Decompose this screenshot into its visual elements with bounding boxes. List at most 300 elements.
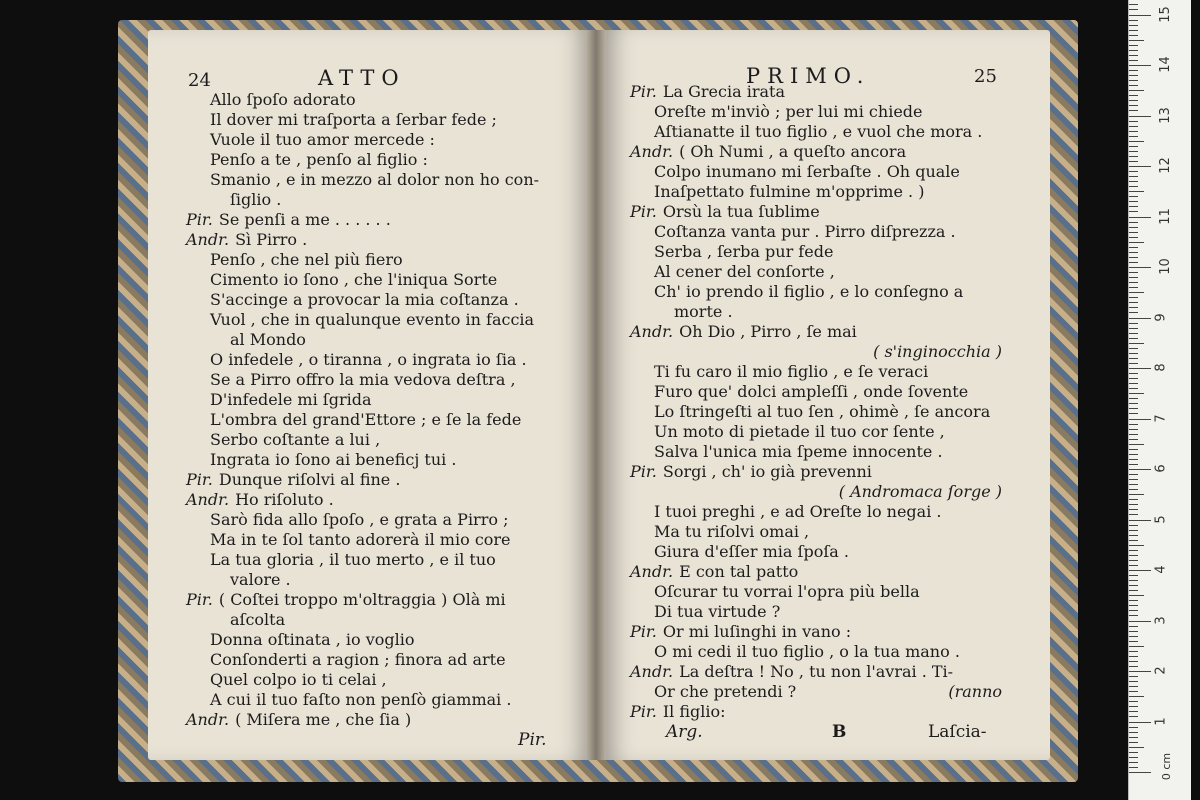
line-text: Aſtianatte il tuo figlio , e vuol che mora . bbox=[654, 122, 983, 141]
ruler-tick bbox=[1129, 126, 1138, 127]
text-line bbox=[186, 190, 578, 210]
line-text: Oſcurar tu vorrai l'opra più bella bbox=[654, 582, 920, 601]
ruler-tick bbox=[1129, 545, 1144, 546]
ruler-tick bbox=[1129, 767, 1138, 768]
text-line bbox=[630, 102, 1002, 122]
ruler-tick bbox=[1129, 444, 1144, 445]
line-text: Vuole il tuo amor mercede : bbox=[210, 130, 435, 149]
ruler-number: 10 bbox=[1157, 258, 1173, 275]
line-text: ( Miſera me , che ſia ) bbox=[235, 710, 412, 729]
ruler-tick bbox=[1129, 494, 1144, 495]
stage-direction: ( Andromaca ſorge ) bbox=[838, 482, 1002, 501]
ruler-tick bbox=[1129, 626, 1138, 627]
text-line bbox=[186, 570, 578, 590]
ruler-number: 8 bbox=[1153, 363, 1169, 372]
ruler-tick bbox=[1129, 651, 1138, 652]
ruler-tick bbox=[1129, 141, 1144, 142]
left-catchword: Pir. bbox=[518, 730, 547, 750]
ruler-tick bbox=[1129, 75, 1138, 76]
line-text: Il figlio: bbox=[662, 702, 726, 721]
ruler-tick bbox=[1129, 30, 1138, 31]
speaker-label: Pir. bbox=[630, 202, 657, 221]
text-line bbox=[186, 490, 578, 510]
ruler-tick bbox=[1129, 55, 1138, 56]
right-catchword-right: Laſcia- bbox=[928, 722, 987, 742]
text-line bbox=[630, 242, 1002, 262]
ruler-tick bbox=[1129, 272, 1138, 273]
ruler-tick bbox=[1129, 343, 1144, 344]
ruler-tick bbox=[1129, 95, 1138, 96]
ruler-tick bbox=[1129, 752, 1138, 753]
ruler-tick bbox=[1129, 146, 1138, 147]
ruler-tick bbox=[1129, 166, 1151, 167]
ruler-tick bbox=[1129, 555, 1138, 556]
ruler-number: 3 bbox=[1153, 615, 1169, 625]
line-text: Coſtanza vanta pur . Pirro diſprezza . bbox=[654, 222, 956, 241]
ruler-tick bbox=[1129, 434, 1138, 435]
ruler-tick bbox=[1129, 398, 1138, 399]
ruler-number: 6 bbox=[1153, 464, 1169, 473]
text-line bbox=[630, 662, 1002, 682]
ruler-tick bbox=[1129, 479, 1138, 480]
text-line bbox=[186, 710, 578, 730]
text-line bbox=[186, 290, 578, 310]
ruler-number: 1 bbox=[1153, 716, 1169, 726]
ruler-tick bbox=[1129, 580, 1138, 581]
line-text: Ho riſoluto . bbox=[235, 490, 334, 509]
ruler-tick bbox=[1129, 772, 1151, 773]
speaker-label: Pir. bbox=[186, 590, 213, 609]
stage-direction: ( s'inginocchia ) bbox=[873, 342, 1002, 361]
ruler-tick bbox=[1129, 9, 1138, 10]
ruler-tick bbox=[1129, 40, 1144, 41]
left-page bbox=[148, 30, 588, 760]
ruler-tick bbox=[1129, 716, 1138, 717]
text-line bbox=[186, 650, 578, 670]
line-text: Ti fu caro il mio figlio , e ſe veraci bbox=[654, 362, 929, 381]
left-page-number: 24 bbox=[188, 70, 211, 91]
ruler-tick bbox=[1129, 287, 1138, 288]
ruler-tick bbox=[1129, 686, 1138, 687]
line-text: Or mi luſinghi in vano : bbox=[662, 622, 852, 641]
line-text: L'ombra del grand'Ettore ; e ſe la fede bbox=[210, 410, 522, 429]
ruler-tick bbox=[1129, 196, 1138, 197]
ruler-tick bbox=[1129, 408, 1138, 409]
ruler-tick bbox=[1129, 439, 1138, 440]
ruler-tick bbox=[1129, 323, 1138, 324]
line-text: Quel colpo io ti celai , bbox=[210, 670, 387, 689]
ruler-tick bbox=[1129, 727, 1138, 728]
line-text: La deſtra ! No , tu non l'avrai . Ti- bbox=[679, 662, 954, 681]
ruler-tick bbox=[1129, 206, 1138, 207]
ruler-tick bbox=[1129, 691, 1138, 692]
ruler-tick bbox=[1129, 671, 1151, 672]
line-text: Sarò fida allo ſpoſo , e grata a Pirro ; bbox=[210, 510, 509, 529]
ruler-tick bbox=[1129, 661, 1138, 662]
line-text: Conſonderti a ragion ; finora ad arte bbox=[210, 650, 506, 669]
line-text: ( Coſtei troppo m'oltraggia ) Olà mi bbox=[218, 590, 506, 609]
stage-direction: (ranno bbox=[948, 682, 1002, 701]
text-line bbox=[630, 362, 1002, 382]
ruler-tick bbox=[1129, 535, 1138, 536]
ruler-tick bbox=[1129, 116, 1151, 117]
ruler-tick bbox=[1129, 454, 1138, 455]
text-line bbox=[630, 122, 1002, 142]
ruler-tick bbox=[1129, 530, 1138, 531]
ruler-number: 7 bbox=[1153, 413, 1169, 423]
line-text: O infedele , o tiranna , o ingrata io ſia . bbox=[210, 350, 527, 369]
ruler-tick bbox=[1129, 105, 1138, 106]
text-line bbox=[186, 690, 578, 710]
ruler-tick bbox=[1129, 595, 1144, 596]
text-line bbox=[186, 610, 578, 630]
ruler-tick bbox=[1129, 363, 1138, 364]
ruler-tick bbox=[1129, 50, 1138, 51]
ruler-tick bbox=[1129, 15, 1151, 16]
text-line bbox=[630, 402, 1002, 422]
line-text: Se penſi a me . . . . . . bbox=[218, 210, 391, 229]
ruler-tick bbox=[1129, 484, 1138, 485]
ruler-tick bbox=[1129, 464, 1138, 465]
left-running-head: ATTO bbox=[318, 66, 406, 90]
ruler-tick bbox=[1129, 232, 1138, 233]
ruler-tick bbox=[1129, 328, 1138, 329]
text-line bbox=[630, 422, 1002, 442]
ruler-tick bbox=[1129, 636, 1138, 637]
line-text: Allo ſpoſo adorato bbox=[210, 90, 356, 109]
ruler-tick bbox=[1129, 358, 1138, 359]
ruler-tick bbox=[1129, 706, 1138, 707]
ruler-tick bbox=[1129, 565, 1138, 566]
ruler-tick bbox=[1129, 100, 1138, 101]
line-text: Penſo , che nel più fiero bbox=[210, 250, 403, 269]
ruler-tick bbox=[1129, 550, 1138, 551]
ruler-tick bbox=[1129, 383, 1138, 384]
ruler-tick bbox=[1129, 191, 1144, 192]
ruler-tick bbox=[1129, 499, 1138, 500]
text-line bbox=[186, 230, 578, 250]
text-line bbox=[186, 370, 578, 390]
line-text: Inaſpettato fulmine m'opprime . ) bbox=[654, 182, 925, 201]
line-text: E con tal patto bbox=[679, 562, 799, 581]
ruler-tick bbox=[1129, 449, 1138, 450]
ruler-tick bbox=[1129, 666, 1138, 667]
line-text: Un moto di pietade il tuo cor ſente , bbox=[654, 422, 945, 441]
line-text: Oreſte m'inviò ; per lui mi chiede bbox=[654, 102, 923, 121]
line-text: ſiglio . bbox=[230, 190, 282, 209]
ruler-tick bbox=[1129, 176, 1138, 177]
ruler-tick bbox=[1129, 742, 1138, 743]
ruler-tick bbox=[1129, 85, 1138, 86]
speaker-label: Pir. bbox=[630, 82, 657, 101]
ruler-tick bbox=[1129, 570, 1151, 571]
ruler-tick bbox=[1129, 676, 1138, 677]
line-text: Cimento io ſono , che l'iniqua Sorte bbox=[210, 270, 498, 289]
ruler-tick bbox=[1129, 65, 1151, 66]
speaker-label: Andr. bbox=[186, 490, 230, 509]
text-line bbox=[630, 282, 1002, 302]
ruler-tick bbox=[1129, 333, 1138, 334]
line-text: al Mondo bbox=[230, 330, 306, 349]
text-line bbox=[630, 442, 1002, 462]
line-text: Penſo a te , penſo al figlio : bbox=[210, 150, 428, 169]
ruler-tick bbox=[1129, 631, 1138, 632]
measuring-ruler bbox=[1128, 0, 1191, 800]
text-line bbox=[630, 482, 1002, 502]
ruler-tick bbox=[1129, 641, 1138, 642]
speaker-label: Pir. bbox=[186, 470, 213, 489]
line-text: I tuoi preghi , e ad Oreſte lo negai . bbox=[654, 502, 942, 521]
line-text: La tua gloria , il tuo merto , e il tuo bbox=[210, 550, 496, 569]
ruler-tick bbox=[1129, 621, 1151, 622]
line-text: La Grecia irata bbox=[662, 82, 785, 101]
ruler-tick bbox=[1129, 605, 1138, 606]
ruler-tick bbox=[1129, 419, 1151, 420]
text-line bbox=[186, 90, 578, 110]
ruler-tick bbox=[1129, 615, 1138, 616]
ruler-tick bbox=[1129, 711, 1138, 712]
ruler-tick bbox=[1129, 302, 1138, 303]
ruler-tick bbox=[1129, 267, 1151, 268]
text-line bbox=[186, 410, 578, 430]
line-text: valore . bbox=[230, 570, 291, 589]
ruler-tick bbox=[1129, 151, 1138, 152]
text-line bbox=[186, 450, 578, 470]
ruler-tick bbox=[1129, 4, 1138, 5]
ruler-number: 15 bbox=[1157, 5, 1173, 23]
text-line bbox=[630, 222, 1002, 242]
text-line bbox=[186, 630, 578, 650]
text-line bbox=[630, 322, 1002, 342]
line-text: Ma in te ſol tanto adorerà il mio core bbox=[210, 530, 511, 549]
ruler-number: 5 bbox=[1153, 514, 1169, 524]
ruler-tick bbox=[1129, 242, 1144, 243]
ruler-tick bbox=[1129, 373, 1138, 374]
ruler-tick bbox=[1129, 388, 1138, 389]
line-text: aſcolta bbox=[230, 610, 286, 629]
text-line bbox=[630, 502, 1002, 522]
ruler-tick bbox=[1129, 393, 1144, 394]
line-text: Serbo coſtante a lui , bbox=[210, 430, 381, 449]
text-line bbox=[630, 142, 1002, 162]
ruler-tick bbox=[1129, 575, 1138, 576]
line-text: O mi cedi il tuo figlio , o la tua mano . bbox=[654, 642, 960, 661]
line-text: Il dover mi traſporta a ſerbar fede ; bbox=[210, 110, 497, 129]
ruler-tick bbox=[1129, 585, 1138, 586]
text-line bbox=[186, 590, 578, 610]
text-line bbox=[186, 270, 578, 290]
line-text: Di tua virtude ? bbox=[654, 602, 781, 621]
line-text: Smanio , e in mezzo al dolor non ho con- bbox=[210, 170, 540, 189]
ruler-number: 12 bbox=[1157, 157, 1173, 174]
speaker-label: Andr. bbox=[630, 322, 674, 341]
speaker-label: Andr. bbox=[630, 662, 674, 681]
ruler-tick bbox=[1129, 403, 1138, 404]
text-line bbox=[630, 302, 1002, 322]
ruler-tick bbox=[1129, 20, 1138, 21]
ruler-tick bbox=[1129, 262, 1138, 263]
ruler-tick bbox=[1129, 60, 1138, 61]
text-line bbox=[630, 682, 1002, 702]
line-text: Ch' io prendo il figlio , e lo conſegno a bbox=[654, 282, 964, 301]
text-line bbox=[186, 310, 578, 330]
ruler-tick bbox=[1129, 318, 1151, 319]
ruler-tick bbox=[1129, 424, 1138, 425]
line-text: Oh Dio , Pirro , ſe mai bbox=[679, 322, 857, 341]
ruler-tick bbox=[1129, 681, 1138, 682]
ruler-tick bbox=[1129, 514, 1138, 515]
text-line bbox=[630, 542, 1002, 562]
text-line bbox=[186, 390, 578, 410]
ruler-tick bbox=[1129, 211, 1138, 212]
ruler-tick bbox=[1129, 469, 1151, 470]
ruler-tick bbox=[1129, 247, 1138, 248]
ruler-tick bbox=[1129, 646, 1144, 647]
ruler-tick bbox=[1129, 70, 1138, 71]
ruler-tick bbox=[1129, 504, 1138, 505]
ruler-tick bbox=[1129, 312, 1138, 313]
ruler-tick bbox=[1129, 378, 1138, 379]
ruler-tick bbox=[1129, 696, 1144, 697]
ruler-tick bbox=[1129, 90, 1144, 91]
ruler-tick bbox=[1129, 237, 1138, 238]
speaker-label: Andr. bbox=[630, 562, 674, 581]
line-text: A cui il tuo faſto non penſò giammai . bbox=[210, 690, 512, 709]
ruler-tick bbox=[1129, 762, 1138, 763]
ruler-tick bbox=[1129, 292, 1144, 293]
ruler-tick bbox=[1129, 217, 1151, 218]
ruler-tick bbox=[1129, 277, 1138, 278]
ruler-tick bbox=[1129, 489, 1138, 490]
text-line bbox=[186, 150, 578, 170]
ruler-number: 2 bbox=[1153, 666, 1169, 675]
signature-mark: B bbox=[832, 722, 847, 742]
text-line bbox=[186, 550, 578, 570]
text-line bbox=[630, 562, 1002, 582]
text-line bbox=[630, 582, 1002, 602]
left-text-block bbox=[186, 90, 578, 730]
text-line bbox=[186, 250, 578, 270]
text-line bbox=[630, 342, 1002, 362]
line-text: Dunque riſolvi al fine . bbox=[218, 470, 401, 489]
text-line bbox=[630, 642, 1002, 662]
text-line bbox=[630, 162, 1002, 182]
text-line bbox=[186, 170, 578, 190]
line-text: D'infedele mi ſgrida bbox=[210, 390, 372, 409]
right-running-head: PRIMO. bbox=[746, 64, 871, 88]
text-line bbox=[186, 510, 578, 530]
ruler-tick bbox=[1129, 590, 1138, 591]
right-page bbox=[606, 30, 1050, 760]
ruler-number: 9 bbox=[1153, 312, 1169, 322]
text-line bbox=[630, 602, 1002, 622]
text-line bbox=[630, 262, 1002, 282]
text-line bbox=[186, 130, 578, 150]
text-line bbox=[186, 470, 578, 490]
ruler-tick bbox=[1129, 80, 1138, 81]
speaker-label: Andr. bbox=[186, 230, 230, 249]
ruler-tick bbox=[1129, 525, 1138, 526]
line-text: Ingrata io ſono ai beneficj tui . bbox=[210, 450, 457, 469]
ruler-tick bbox=[1129, 413, 1138, 414]
ruler-tick bbox=[1129, 171, 1138, 172]
text-line bbox=[630, 82, 1002, 102]
text-line bbox=[186, 110, 578, 130]
ruler-tick bbox=[1129, 35, 1138, 36]
ruler-tick bbox=[1129, 282, 1138, 283]
ruler-tick bbox=[1129, 227, 1138, 228]
line-text: Orsù la tua ſublime bbox=[662, 202, 820, 221]
ruler-tick bbox=[1129, 747, 1144, 748]
ruler-tick bbox=[1129, 732, 1138, 733]
ruler-tick bbox=[1129, 257, 1138, 258]
text-line bbox=[630, 622, 1002, 642]
ruler-tick bbox=[1129, 459, 1138, 460]
text-line bbox=[186, 330, 578, 350]
text-line bbox=[630, 202, 1002, 222]
ruler-tick bbox=[1129, 338, 1138, 339]
ruler-tick bbox=[1129, 540, 1138, 541]
ruler-tick bbox=[1129, 429, 1138, 430]
ruler-tick bbox=[1129, 757, 1138, 758]
speaker-label: Pir. bbox=[186, 210, 213, 229]
right-catchword-left: Arg. bbox=[666, 722, 703, 742]
line-text: Serba , ſerba pur fede bbox=[654, 242, 834, 261]
ruler-tick bbox=[1129, 161, 1138, 162]
text-line bbox=[630, 182, 1002, 202]
ruler-number: 11 bbox=[1157, 207, 1173, 225]
speaker-label: Andr. bbox=[186, 710, 230, 729]
speaker-label: Andr. bbox=[630, 142, 674, 161]
ruler-tick bbox=[1129, 131, 1138, 132]
line-text: morte . bbox=[674, 302, 733, 321]
right-page-number: 25 bbox=[974, 66, 997, 87]
line-text: Colpo inumano mi ſerbaſte . Oh quale bbox=[654, 162, 960, 181]
ruler-tick bbox=[1129, 222, 1138, 223]
ruler-tick bbox=[1129, 348, 1138, 349]
ruler-number: 14 bbox=[1157, 56, 1173, 73]
ruler-tick bbox=[1129, 368, 1151, 369]
ruler-tick bbox=[1129, 25, 1138, 26]
ruler-tick bbox=[1129, 560, 1138, 561]
ruler-tick bbox=[1129, 121, 1138, 122]
line-text: Vuol , che in qualunque evento in faccia bbox=[210, 310, 535, 329]
ruler-tick bbox=[1129, 297, 1138, 298]
text-line bbox=[630, 382, 1002, 402]
line-text: ( Oh Numi , a queſto ancora bbox=[679, 142, 907, 161]
text-line bbox=[186, 530, 578, 550]
ruler-tick bbox=[1129, 600, 1138, 601]
ruler-tick bbox=[1129, 610, 1138, 611]
text-line bbox=[186, 430, 578, 450]
ruler-number: 13 bbox=[1157, 106, 1173, 124]
right-text-block bbox=[630, 82, 1002, 722]
ruler-tick bbox=[1129, 307, 1138, 308]
ruler-tick bbox=[1129, 701, 1138, 702]
ruler-tick bbox=[1129, 737, 1138, 738]
ruler-tick bbox=[1129, 252, 1138, 253]
book-gutter bbox=[586, 30, 606, 760]
line-text: S'accinge a provocar la mia coſtanza . bbox=[210, 290, 519, 309]
speaker-label: Pir. bbox=[630, 622, 657, 641]
ruler-tick bbox=[1129, 136, 1138, 137]
line-text: Sì Pirro . bbox=[235, 230, 308, 249]
text-line bbox=[630, 702, 1002, 722]
line-text: Donna oſtinata , io voglio bbox=[210, 630, 415, 649]
line-text: Giura d'eſſer mia ſpoſa . bbox=[654, 542, 849, 561]
line-text: Furo que' dolci ampleſſi , onde ſovente bbox=[654, 382, 969, 401]
text-line bbox=[630, 522, 1002, 542]
